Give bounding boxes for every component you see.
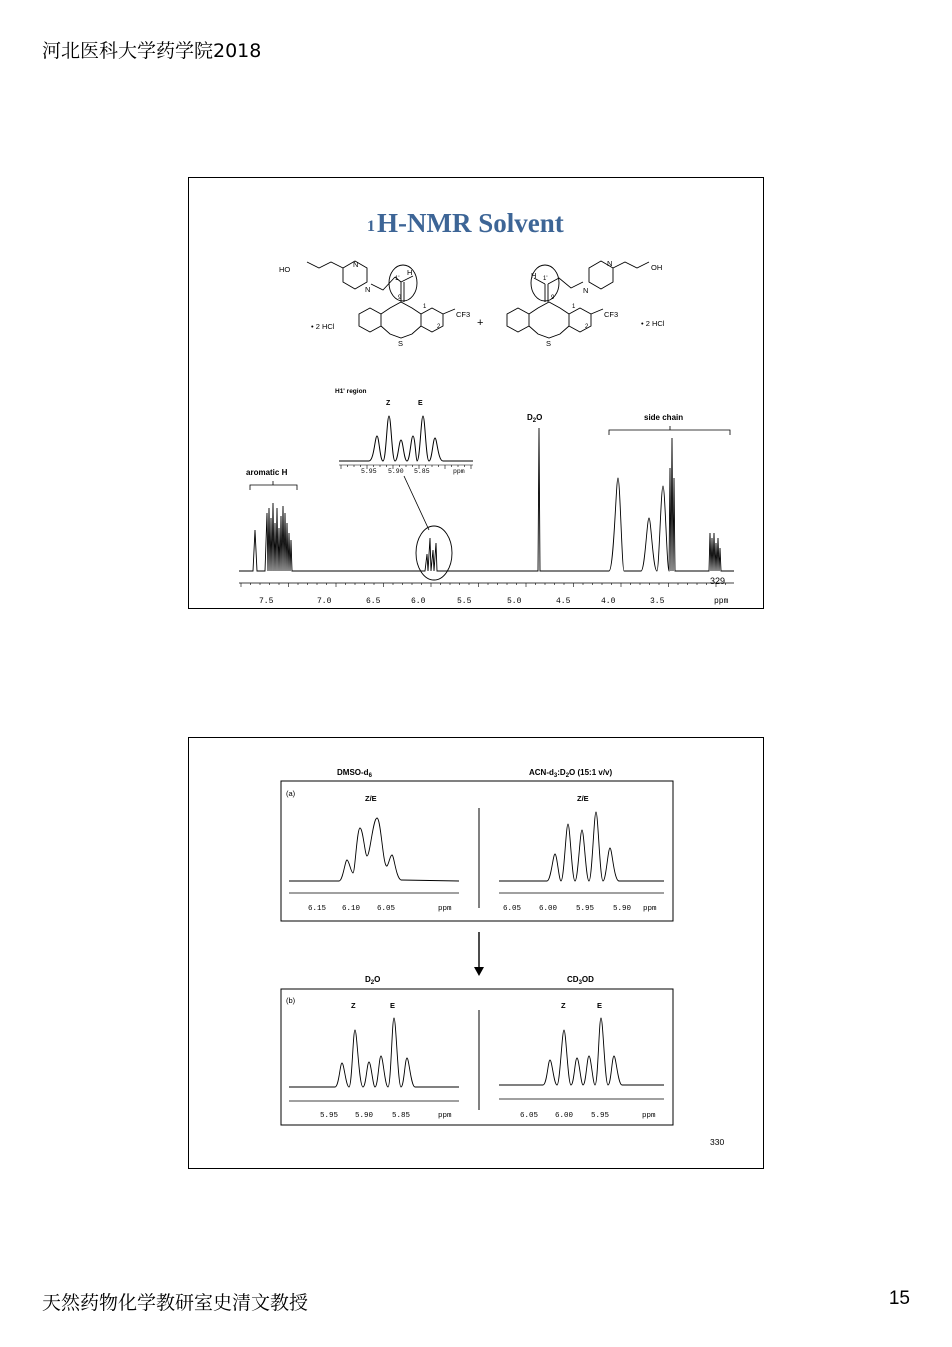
label-d2o: $D_2O$ xyxy=(527,413,543,424)
tick-label: 5.95 xyxy=(591,1112,610,1120)
c1-label: 1 xyxy=(572,304,576,310)
slide-title: H-NMR Solvent xyxy=(377,208,564,238)
axis-tick-label: 7.5 xyxy=(259,597,274,606)
tick-label: 5.90 xyxy=(613,905,632,913)
h-label: H xyxy=(407,268,413,277)
inset-tick-label: 5.90 xyxy=(388,468,404,475)
label-side-chain: side chain xyxy=(644,413,684,422)
ze-label: Z/E xyxy=(577,794,589,803)
cf3-label: CF3 xyxy=(604,310,619,319)
panel-a xyxy=(281,781,673,921)
inset-label: H1' region xyxy=(335,388,367,395)
c1p-label: 1' xyxy=(543,276,548,282)
page-number: 15 xyxy=(888,1288,910,1309)
slide-330 xyxy=(188,737,764,1169)
tick-label: 6.00 xyxy=(539,905,558,913)
page-footer: 天然药物化学教研室史清文教授 xyxy=(42,1292,309,1314)
axis-tick-label: 4.0 xyxy=(601,597,616,606)
panel-b-label: (b) xyxy=(286,996,296,1005)
tick-label: ppm xyxy=(642,1112,656,1120)
side-chain-bracket xyxy=(609,426,730,435)
solvent-acn: ACN-$d_3:D_2O$ (15:1 v/v) xyxy=(529,768,613,779)
main-spectrum xyxy=(239,428,734,571)
nmr-figure-2 xyxy=(189,738,763,1168)
tick-label: 5.95 xyxy=(576,905,595,913)
axis-tick-label: 5.5 xyxy=(457,597,472,606)
c9-label: 9 xyxy=(551,295,555,301)
s-label: S xyxy=(398,339,404,348)
spectrum-acn xyxy=(499,812,664,881)
e-label: E xyxy=(597,1001,603,1010)
axis-tick-label: ppm xyxy=(714,597,729,606)
tick-label: ppm xyxy=(438,905,452,913)
h1-circle xyxy=(416,526,452,580)
tick-label: 6.15 xyxy=(308,905,327,913)
n-label: N xyxy=(583,286,589,295)
tick-label: 6.05 xyxy=(520,1112,539,1120)
axis-tick-label: 3.5 xyxy=(650,597,665,606)
axis-tick-label: 5.0 xyxy=(507,597,522,606)
axis-tick-label: 6.0 xyxy=(411,597,426,606)
h-label: H xyxy=(531,271,537,280)
inset-spectrum xyxy=(339,416,473,461)
inset-pointer xyxy=(404,476,429,530)
n-label: N xyxy=(353,260,359,269)
slide-number: 329 xyxy=(710,576,726,586)
tick-label: ppm xyxy=(438,1112,452,1120)
s-label: S xyxy=(546,339,552,348)
hcl-label: • 2 HCl xyxy=(641,319,665,328)
c1-label: 1 xyxy=(423,304,427,310)
solvent-cd3od: $CD_3OD$ xyxy=(567,975,594,986)
label-aromatic: aromatic H xyxy=(246,468,288,477)
n-label: N xyxy=(365,285,371,294)
c9-label: 9 xyxy=(398,295,402,301)
tick-label: 6.05 xyxy=(377,905,396,913)
structure-right xyxy=(507,261,649,338)
aromatic-bracket xyxy=(250,481,297,490)
axis-tick-label: 7.0 xyxy=(317,597,332,606)
panel-a-label: (a) xyxy=(286,789,296,798)
e-label: E xyxy=(390,1001,396,1010)
inset-e: E xyxy=(418,400,423,407)
axis-tick-label: 6.5 xyxy=(366,597,381,606)
down-arrow-icon xyxy=(474,932,484,976)
inset-tick-label: ppm xyxy=(453,468,465,475)
inset-tick-label: 5.85 xyxy=(414,468,430,475)
tick-label: 5.90 xyxy=(355,1112,374,1120)
page-header: 河北医科大学药学院2018 xyxy=(42,40,262,62)
ho-label: HO xyxy=(279,265,291,274)
z-label: Z xyxy=(561,1001,566,1010)
title-superscript: 1 xyxy=(367,218,375,235)
nmr-figure-1 xyxy=(189,178,763,608)
inset-z: Z xyxy=(386,400,391,407)
plus-sign: + xyxy=(477,317,484,329)
hcl-label: • 2 HCl xyxy=(311,322,335,331)
spectrum-dmso xyxy=(289,818,459,881)
axis-tick-label: 4.5 xyxy=(556,597,571,606)
z-label: Z xyxy=(351,1001,356,1010)
c2-label: 2 xyxy=(585,324,589,330)
tick-label: 5.95 xyxy=(320,1112,339,1120)
inset-tick-label: 5.95 xyxy=(361,468,377,475)
tick-label: 6.05 xyxy=(503,905,522,913)
solvent-d2o: $D_2O$ xyxy=(365,975,381,986)
slide-number: 330 xyxy=(710,1137,725,1147)
tick-label: ppm xyxy=(643,905,657,913)
slide-329 xyxy=(188,177,764,609)
tick-label: 5.85 xyxy=(392,1112,411,1120)
solvent-dmso: DMSO-$d_6$ xyxy=(337,768,372,779)
cf3-label: CF3 xyxy=(456,310,471,319)
tick-label: 6.00 xyxy=(555,1112,574,1120)
panel-b xyxy=(281,989,673,1125)
oh-label: OH xyxy=(651,263,663,272)
ze-label: Z/E xyxy=(365,794,377,803)
main-ticks xyxy=(241,583,726,587)
spectrum-cd3od xyxy=(499,1018,664,1085)
n-label: N xyxy=(607,259,613,268)
c2-label: 2 xyxy=(437,324,441,330)
spectrum-d2o xyxy=(289,1018,459,1087)
tick-label: 6.10 xyxy=(342,905,361,913)
c1p-label: 1' xyxy=(395,276,400,282)
